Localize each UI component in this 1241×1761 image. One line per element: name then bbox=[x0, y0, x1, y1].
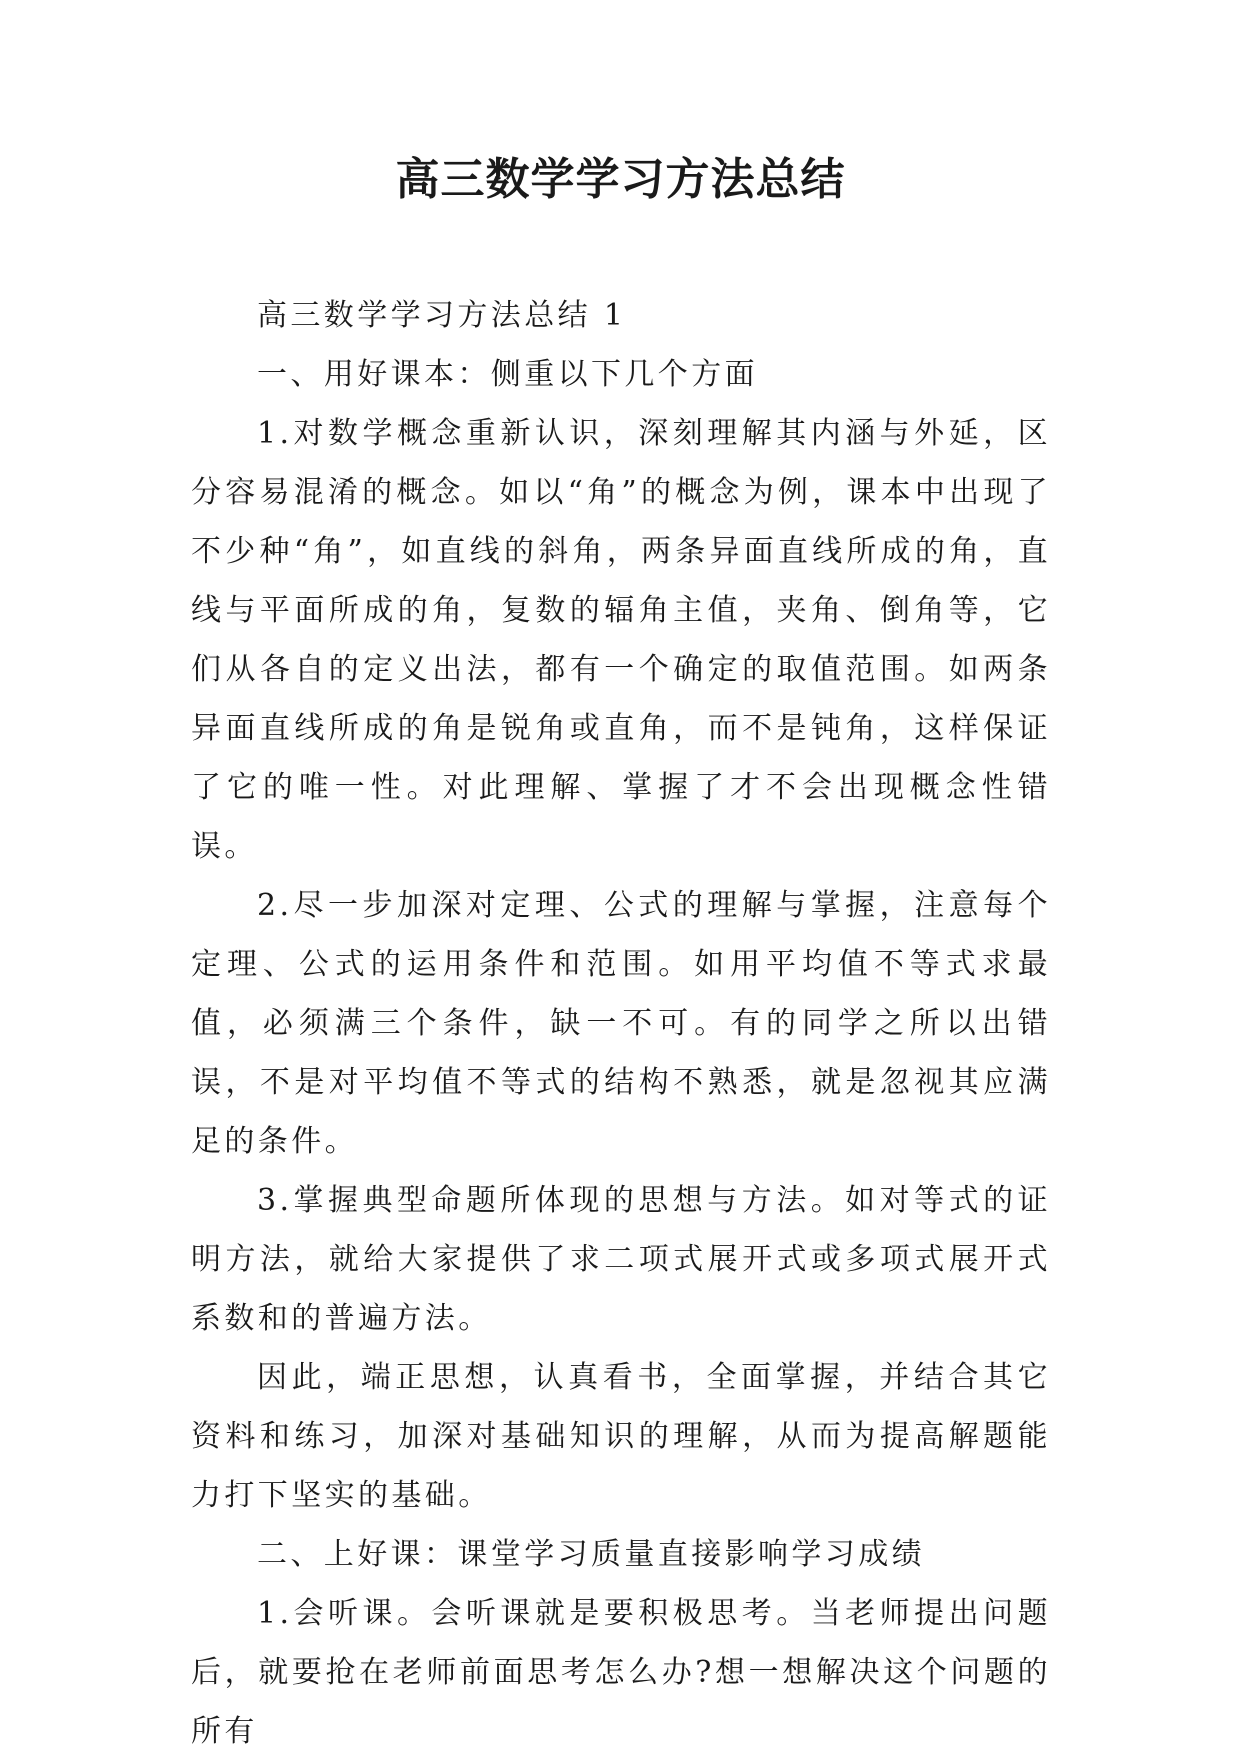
document-title: 高三数学学习方法总结 bbox=[395, 154, 846, 205]
paragraph-concepts: 1.对数学概念重新认识，深刻理解其内涵与外延，区分容易混淆的概念。如以“角”的概念为例，课本中出现了不少种“角”，如直线的斜角，两条异面直线所成的角，直线与平面所成的角，复数的辐角主值，夹角、倒角等，它们从各自的定义出法，都有一个确定的取值范围。如两条异面直线所成的角是锐角或直角，而不是钝角，这样保证了它的唯一性。对此理解、掌握了才不会出现概念性错误。 bbox=[191, 416, 1051, 864]
paragraph-theorems: 2.尽一步加深对定理、公式的理解与掌握，注意每个定理、公式的运用条件和范围。如用平均值不等式求最值，必须满三个条件，缺一不可。有的同学之所以出错误，不是对平均值不等式的结构不熟悉，就是忽视其应满足的条件。 bbox=[191, 888, 1051, 1159]
paragraph-conclusion: 因此，端正思想，认真看书，全面掌握，并结合其它资料和练习，加深对基础知识的理解，从而为提高解题能力打下坚实的基础。 bbox=[191, 1360, 1051, 1513]
document-body bbox=[191, 286, 1051, 1761]
paragraph-typical-problems: 3.掌握典型命题所体现的思想与方法。如对等式的证明方法，就给大家提供了求二项式展开式或多项式展开式系数和的普遍方法。 bbox=[191, 1183, 1051, 1336]
subheading-use-textbook: 一、用好课本：侧重以下几个方面 bbox=[257, 357, 758, 392]
paragraph-listening: 1.会听课。会听课就是要积极思考。当老师提出问题后，就要抢在老师前面思考怎么办?想一想解决这个问题的所有 bbox=[191, 1596, 1051, 1749]
subheading-attend-class: 二、上好课：课堂学习质量直接影响学习成绩 bbox=[257, 1537, 925, 1572]
section-heading-1: 高三数学学习方法总结 1 bbox=[257, 298, 627, 333]
